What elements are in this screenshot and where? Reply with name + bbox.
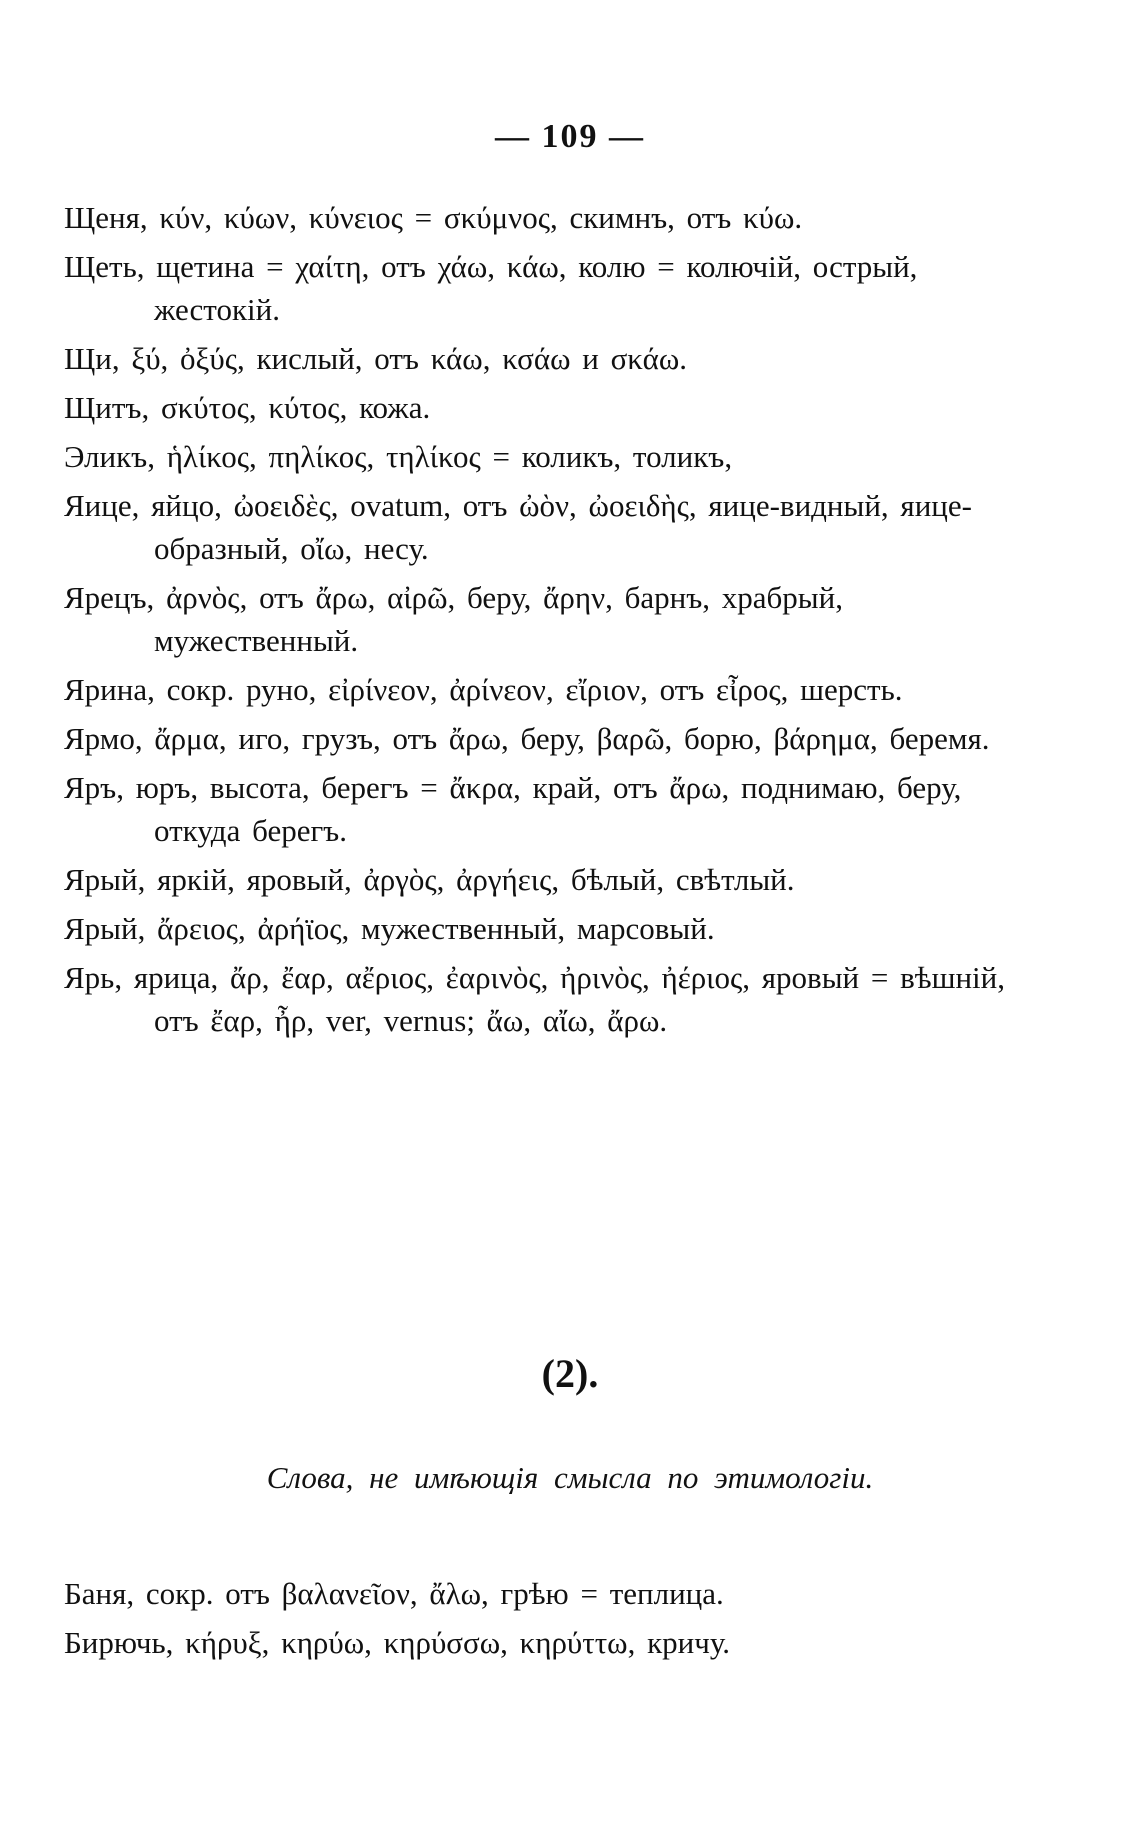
entry-head: Баня, [64,1576,135,1611]
entry-head: Яръ, [64,770,124,805]
entry-head: Щеть, [64,249,145,284]
dictionary-entry [64,956,1044,1042]
entry-head: Эликъ, [64,439,155,474]
entry-head: Ярецъ, [64,580,155,615]
entry-head: Ярина, [64,672,155,707]
entry-head: Щитъ, [64,390,150,425]
dictionary-entry [64,196,1044,239]
entry-body: ἄρμα, иго, грузъ, отъ ἄρω, беру, βαρῶ, борю, βάρημα, беремя. [154,721,990,756]
entry-body: ἀρνὸς, отъ ἄρω, αἰρῶ, беру, ἄρην, барнъ, храбрый, мужественный. [154,580,843,658]
section-title: Слова, не имѣющія смысла по этимологіи. [266,1460,874,1495]
dictionary-entry [64,717,1044,760]
entry-body: сокр. руно, εἰρίνεον, ἀρίνεον, εἴριον, отъ εἶρος, шерсть. [166,672,903,707]
entry-body: юръ, высота, берегъ = ἄκρα, край, отъ ἄρω, поднимаю, беру, откуда берегъ. [135,770,962,848]
dictionary-entry [64,386,1044,429]
entry-head: Ярь, [64,960,123,995]
dictionary-entry [64,668,1044,711]
section-number: (2). [541,1351,599,1396]
entry-head: Ярый, [64,862,146,897]
entry-body: сокр. отъ βαλανεῖον, ἄλω, грѣю = теплица. [145,1576,724,1611]
entry-body: щетина = χαίτη, отъ χάω, κάω, колю = колючій, острый, жестокій. [154,249,918,327]
entry-body: ἄρειος, ἀρήϊος, мужественный, марсовый. [157,911,715,946]
dictionary-entry [64,337,1044,380]
entry-head: Щи, [64,341,120,376]
page-number: — 109 — [495,118,645,155]
entry-head: Ярмо, [64,721,143,756]
dictionary-entries [64,196,1044,1048]
entry-body: ξύ, ὀξύς, кислый, отъ κάω, κσάω и σκάω. [131,341,688,376]
dictionary-entry [64,1572,1044,1615]
entry-head: Щеня, [64,200,148,235]
entry-body: σκύτος, κύτος, кожа. [160,390,431,425]
entry-head: Бирючь, [64,1625,174,1660]
dictionary-entry [64,766,1044,852]
dictionary-entry [64,435,1044,478]
entry-body: ἡλίκος, πηλίκος, τηλίκος = коликъ, толикъ, [166,439,733,474]
entry-head: Ярый, [64,911,146,946]
entry-head: Яице, [64,488,140,523]
entry-body: ярица, ἄρ, ἔαρ, αἔριος, ἐαρινὸς, ἠρινὸς, ἠέριος, яровый = вѣшній, отъ ἔαρ, ἦρ, ver, vernus; ἄω, αἴω, ἄρω. [133,960,1005,1038]
entry-body: κύν, κύων, κύνειος = σκύμνος, скимнъ, отъ κύω. [159,200,803,235]
entry-body: яркій, яровый, ἀργὸς, ἀργήεις, бѣлый, свѣтлый. [157,862,795,897]
dictionary-entry [64,484,1044,570]
dictionary-entry [64,858,1044,901]
dictionary-entry [64,576,1044,662]
dictionary-entry [64,907,1044,950]
dictionary-entry [64,1621,1044,1664]
entry-body: яйцо, ὠοειδὲς, ovatum, отъ ὠὸν, ὠοειδὴς, яице-видный, яице-образный, οἴω, несу. [151,488,972,566]
dictionary-entry [64,245,1044,331]
entry-body: κήρυξ, κηρύω, κηρύσσω, κηρύττω, кричу. [185,1625,730,1660]
dictionary-entries-section-2 [64,1572,1044,1670]
